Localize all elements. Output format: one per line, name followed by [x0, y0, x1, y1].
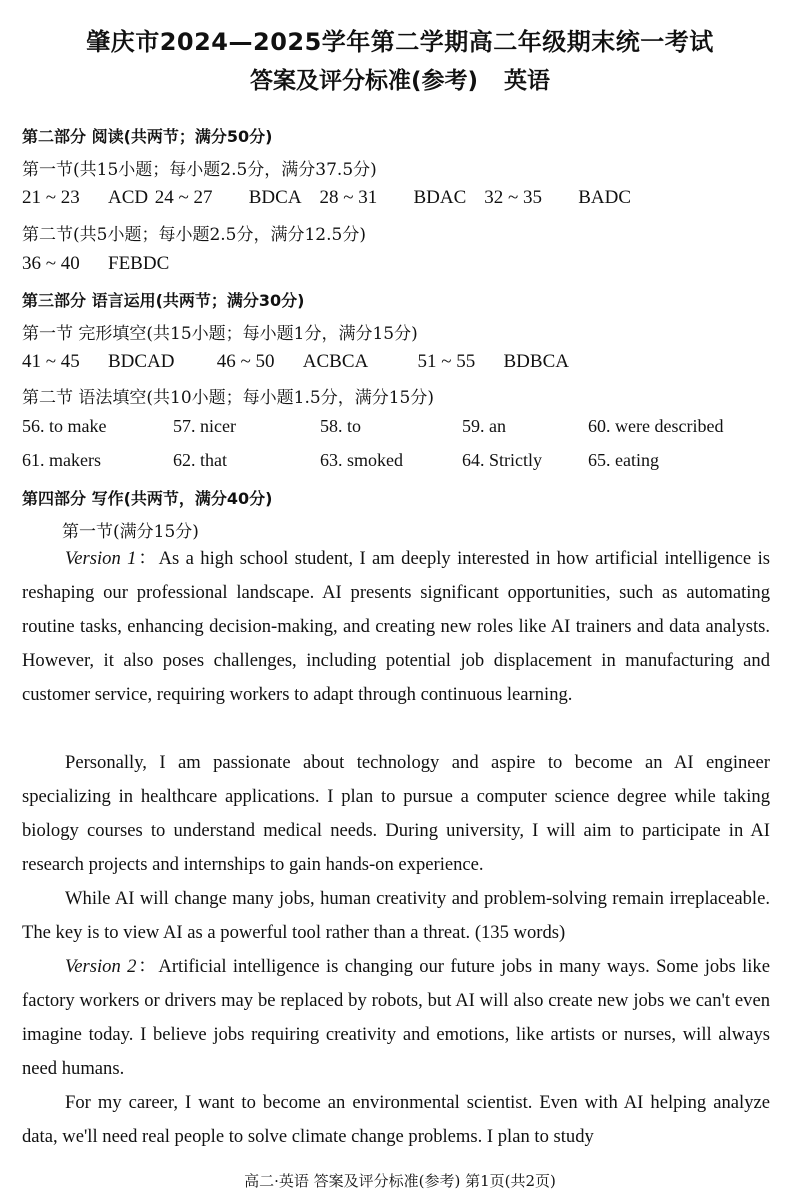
- answer-range: 24 ~ 27: [154, 187, 213, 208]
- answer-number: 58.: [320, 416, 343, 436]
- answer-text: eating: [615, 450, 659, 470]
- answer-key: BDCAD: [108, 351, 175, 372]
- version-label: Version 1: [65, 548, 137, 569]
- answer-range: 28 ~ 31: [319, 187, 378, 208]
- answer-key: ACBCA: [302, 351, 369, 372]
- answer-text: makers: [49, 450, 101, 470]
- answer-number: 64.: [462, 450, 485, 470]
- colon: ：: [136, 956, 159, 977]
- answer-group: [484, 187, 631, 208]
- grammar-answer: [588, 416, 723, 437]
- exam-title: 肇庆市2024—2025学年第二学期高二年级期末统一考试: [86, 28, 714, 56]
- exam-subtitle: [0, 62, 800, 95]
- answer-group: [418, 351, 569, 372]
- version1-paragraph-1: [22, 542, 770, 712]
- part4-heading: 第四部分 写作(共两节，满分40分): [22, 489, 273, 508]
- answer-number: 59.: [462, 416, 485, 436]
- grammar-answer: [588, 450, 659, 471]
- version2-paragraph-1: [22, 950, 770, 1086]
- answer-text: nicer: [200, 416, 236, 436]
- answer-key: FEBDC: [108, 253, 170, 274]
- answer-key: BDCA: [248, 187, 302, 208]
- grammar-answer: [173, 450, 227, 471]
- answer-text: that: [200, 450, 227, 470]
- colon: ：: [136, 548, 159, 569]
- part3-sec2-heading: 第二节 语法填空(共10小题；每小题1.5分，满分15分): [22, 388, 434, 408]
- part4-sec1-heading: 第一节(满分15分): [62, 522, 199, 542]
- answer-group: [217, 351, 413, 373]
- subject-name: 英语: [504, 68, 551, 94]
- part2-sec2-answers: [22, 253, 169, 275]
- answer-text: an: [489, 416, 506, 436]
- answer-range: 51 ~ 55: [417, 351, 476, 372]
- answer-key: BDBCA: [503, 351, 569, 372]
- answer-key: BDAC: [413, 187, 467, 208]
- part3-heading: 第三部分 语言运用(共两节；满分30分): [22, 291, 305, 310]
- page-footer: 高二·英语 答案及评分标准(参考) 第1页(共2页): [244, 1172, 556, 1190]
- part2-sec1-heading: 第一节(共15小题；每小题2.5分，满分37.5分): [22, 160, 377, 180]
- answer-number: 63.: [320, 450, 343, 470]
- part2-heading: 第二部分 阅读(共两节；满分50分): [22, 127, 273, 146]
- answer-text: were described: [615, 416, 724, 436]
- grammar-answer: [22, 450, 101, 471]
- answer-group: [22, 187, 150, 209]
- answer-key: BADC: [578, 187, 632, 208]
- answer-text: to: [347, 416, 362, 436]
- grammar-answer: [22, 416, 106, 437]
- answer-text: to make: [49, 416, 107, 436]
- answer-range: 21 ~ 23: [22, 187, 80, 208]
- paragraph-text: Artificial intelligence is changing our future jobs in many ways. Some jobs like factory workers or drivers may be replaced by robots, but AI will also create new jobs we can't even imagine today. I believe jobs requiring creativity and emotions, like artists or nurses, will always need humans.: [22, 956, 770, 1079]
- answer-range: 32 ~ 35: [484, 187, 543, 208]
- part2-sec1-answers: [22, 187, 631, 209]
- grammar-answer: [320, 416, 361, 437]
- answer-text: Strictly: [489, 450, 542, 470]
- version2-paragraph-2: For my career, I want to become an environmental scientist. Even with AI helping analyze data, we'll need real people to solve climate change problems. I plan to study: [22, 1092, 770, 1147]
- part3-sec1-heading: 第一节 完形填空(共15小题；每小题1分，满分15分): [22, 324, 418, 344]
- answer-key: ACD: [108, 187, 149, 208]
- answer-number: 61.: [22, 450, 45, 470]
- answer-range: 46 ~ 50: [216, 351, 275, 372]
- version-label: Version 2: [65, 956, 137, 977]
- answer-range: 41 ~ 45: [22, 351, 80, 372]
- answer-text: smoked: [347, 450, 403, 470]
- answer-number: 57.: [173, 416, 196, 436]
- answer-group: [22, 351, 212, 373]
- paragraph-text: As a high school student, I am deeply interested in how artificial intelligence is reshaping our professional landscape. AI presents significant opportunities, such as automating routine tasks, enhancing decision-making, and creating new roles like AI trainers and data analysts. However, it also poses challenges, including potential job displacement in manufacturing and customer service, requiring workers to adapt through continuous learning.: [22, 548, 770, 705]
- grammar-answer: [173, 416, 236, 437]
- version1-paragraph-2: Personally, I am passionate about technology and aspire to become an AI engineer specializing in healthcare applications. I plan to pursue a computer science degree while taking biology courses to understand medical needs. During university, I will aim to participate in AI research projects and internships to gain hands-on experience.: [22, 752, 770, 875]
- grammar-answer: [462, 416, 506, 437]
- version1-paragraph-3: While AI will change many jobs, human creativity and problem-solving remain irreplaceable. The key is to view AI as a powerful tool rather than a threat. (135 words): [22, 888, 770, 943]
- part2-sec2-heading: 第二节(共5小题；每小题2.5分，满分12.5分): [22, 225, 366, 245]
- answer-range: 36 ~ 40: [22, 253, 80, 274]
- grammar-answer: [320, 450, 403, 471]
- answer-number: 65.: [588, 450, 611, 470]
- answer-group: [320, 187, 480, 209]
- subtitle-text: 答案及评分标准(参考): [249, 68, 479, 94]
- answer-number: 56.: [22, 416, 45, 436]
- part3-sec1-answers: [22, 351, 569, 373]
- answer-group: [155, 187, 315, 209]
- answer-number: 62.: [173, 450, 196, 470]
- grammar-answer: [462, 450, 542, 471]
- answer-number: 60.: [588, 416, 611, 436]
